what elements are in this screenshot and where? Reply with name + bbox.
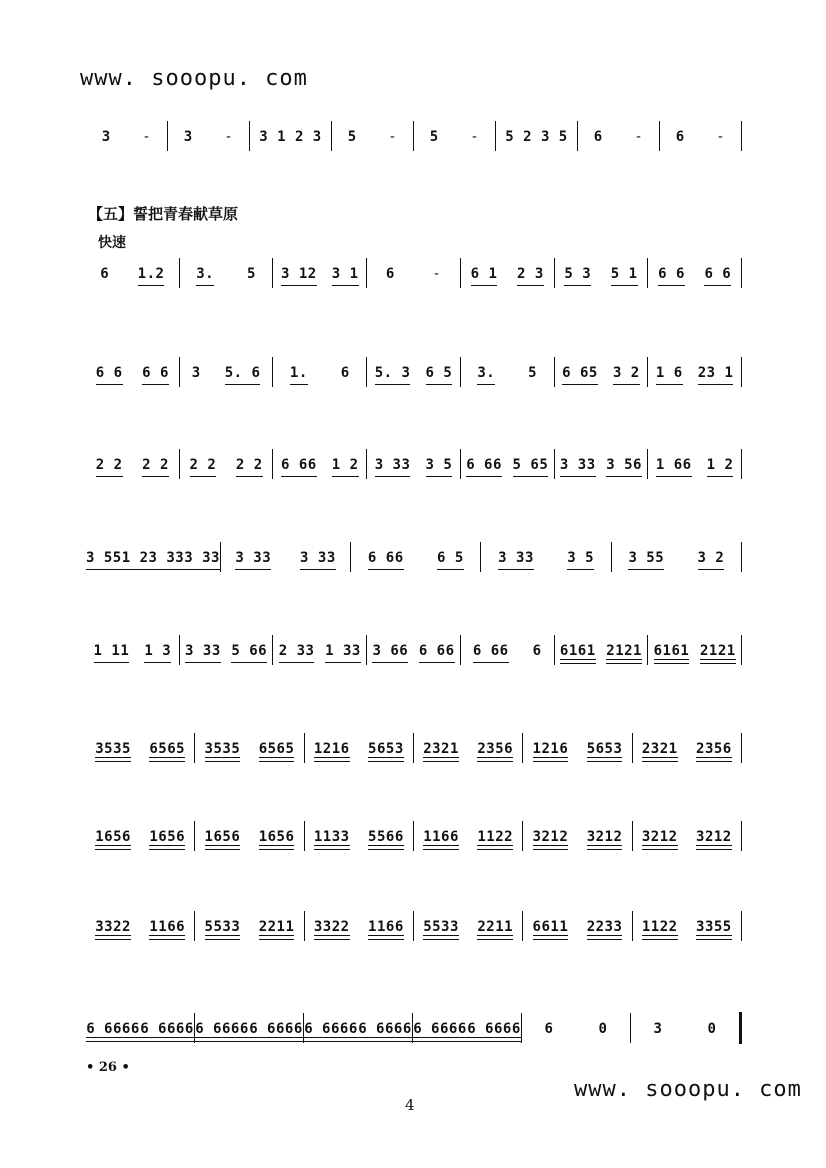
- note-group: 6 6666: [467, 1013, 521, 1043]
- note-group: 6 6666: [195, 1013, 249, 1043]
- score-row: [86, 537, 742, 577]
- measure: [86, 630, 179, 670]
- note-group: -: [142, 129, 152, 145]
- page-marker: • 26 •: [86, 1060, 130, 1075]
- measure: [481, 537, 610, 577]
- measure: [414, 728, 522, 768]
- final-barline: [739, 1012, 742, 1044]
- measure: [86, 728, 194, 768]
- note-group: 6 5: [426, 357, 453, 387]
- note-group: 3322: [314, 911, 350, 941]
- measure: [633, 906, 741, 946]
- note-group: 3535: [205, 733, 241, 763]
- note-group: 3: [191, 365, 201, 381]
- measure: [648, 253, 741, 293]
- note-group: 3 33: [498, 542, 534, 572]
- measure: [414, 816, 522, 856]
- note-group: 6 66: [473, 635, 509, 665]
- note-group: 5653: [587, 733, 623, 763]
- section-title: 【五】誓把青春献草原: [88, 205, 239, 223]
- note-group: 2 2: [236, 449, 263, 479]
- note-group: 3 2: [698, 542, 725, 572]
- note-group: 5533: [423, 911, 459, 941]
- measure: [555, 444, 648, 484]
- score-row: [86, 116, 742, 156]
- measure: [413, 1008, 521, 1048]
- measure: [414, 906, 522, 946]
- note-group: -: [634, 129, 644, 145]
- score-row: [86, 906, 742, 946]
- note-group: 3.: [196, 258, 214, 288]
- watermark-bottom: www. sooopu. com: [574, 1077, 802, 1102]
- note-group: 6: [675, 129, 685, 145]
- measure: [496, 116, 577, 156]
- measure: [304, 1008, 412, 1048]
- measure: [332, 116, 413, 156]
- note-group: 5. 3: [375, 357, 411, 387]
- note-group: 3355: [696, 911, 732, 941]
- measure: [578, 116, 659, 156]
- note-group: 1166: [368, 911, 404, 941]
- measure: [633, 816, 741, 856]
- measure: [86, 253, 179, 293]
- score-row: [86, 352, 742, 392]
- note-group: 3 33: [235, 542, 271, 572]
- measure: [660, 116, 741, 156]
- note-group: 1122: [477, 821, 513, 851]
- barline: [741, 542, 742, 572]
- measure: [221, 537, 350, 577]
- note-group: 6 6666: [413, 1013, 467, 1043]
- watermark-top: www. sooopu. com: [80, 66, 308, 91]
- note-group: 3 33: [560, 449, 596, 479]
- note-group: 3 55: [628, 542, 664, 572]
- note-group: 1 3: [144, 635, 171, 665]
- measure: [86, 537, 220, 577]
- measure: [612, 537, 741, 577]
- measure: [461, 352, 554, 392]
- barline: [741, 821, 742, 851]
- tempo-marking: 快速: [98, 235, 126, 251]
- measure: [168, 116, 249, 156]
- note-group: 3212: [533, 821, 569, 851]
- note-group: 5566: [368, 821, 404, 851]
- note-group: 3 33: [375, 449, 411, 479]
- note-group: 2 2: [190, 449, 217, 479]
- note-group: 5 1: [611, 258, 638, 288]
- measure: [367, 352, 460, 392]
- note-group: 6: [340, 365, 350, 381]
- note-group: 3212: [696, 821, 732, 851]
- measure: [86, 352, 179, 392]
- note-group: 3 5: [426, 449, 453, 479]
- measure: [86, 906, 194, 946]
- note-group: 6 6666: [249, 1013, 303, 1043]
- note-group: 3212: [642, 821, 678, 851]
- note-group: -: [432, 266, 442, 282]
- note-group: 3 33: [185, 635, 221, 665]
- note-group: 3 56: [606, 449, 642, 479]
- note-group: 1122: [642, 911, 678, 941]
- note-group: 1656: [205, 821, 241, 851]
- note-group: 3322: [95, 911, 131, 941]
- note-group: 1656: [259, 821, 295, 851]
- note-group: 23 1: [698, 357, 734, 387]
- measure: [461, 253, 554, 293]
- note-group: 3 1 2 3: [259, 129, 322, 145]
- note-group: 2356: [696, 733, 732, 763]
- note-group: 3 33: [149, 542, 185, 572]
- measure: [86, 444, 179, 484]
- note-group: 2356: [477, 733, 513, 763]
- note-group: 3 55: [86, 542, 122, 572]
- note-group: 5 3: [564, 258, 591, 288]
- note-group: 3.: [477, 357, 495, 387]
- note-group: 6 66: [466, 449, 502, 479]
- measure: [195, 728, 303, 768]
- measure: [367, 444, 460, 484]
- note-group: 2321: [642, 733, 678, 763]
- measure: [461, 444, 554, 484]
- measure: [195, 816, 303, 856]
- page-number: 4: [405, 1096, 415, 1114]
- measure: [648, 444, 741, 484]
- note-group: 6 65: [562, 357, 598, 387]
- note-group: 2 3: [517, 258, 544, 288]
- measure: [351, 537, 480, 577]
- measure: [648, 352, 741, 392]
- note-group: 1166: [423, 821, 459, 851]
- note-group: 3212: [587, 821, 623, 851]
- note-group: 3 33: [184, 542, 220, 572]
- measure: [414, 116, 495, 156]
- note-group: 3: [653, 1021, 663, 1037]
- score-row: [86, 253, 742, 293]
- note-group: 1 2: [122, 542, 149, 572]
- note-group: 5: [528, 365, 538, 381]
- note-group: 1656: [149, 821, 185, 851]
- note-group: 6: [593, 129, 603, 145]
- note-group: 2121: [606, 635, 642, 665]
- score-row: [86, 816, 742, 856]
- note-group: 5 65: [513, 449, 549, 479]
- note-group: 1.2: [138, 258, 165, 288]
- note-group: 0: [598, 1021, 608, 1037]
- note-group: 3 66: [372, 635, 408, 665]
- measure: [367, 253, 460, 293]
- note-group: 5: [429, 129, 439, 145]
- measure: [180, 630, 273, 670]
- measure: [180, 253, 273, 293]
- note-group: 1.: [290, 357, 308, 387]
- measure: [273, 253, 366, 293]
- note-group: 6: [100, 266, 110, 282]
- note-group: 5 66: [231, 635, 267, 665]
- measure: [367, 630, 460, 670]
- note-group: 6 6: [142, 357, 169, 387]
- note-group: 0: [707, 1021, 717, 1037]
- note-group: 6: [532, 643, 542, 659]
- measure: [305, 906, 413, 946]
- note-group: 1 11: [94, 635, 130, 665]
- measure: [648, 630, 741, 670]
- note-group: 6 6666: [140, 1013, 194, 1043]
- note-group: 5 2 3 5: [505, 129, 568, 145]
- note-group: 1656: [95, 821, 131, 851]
- note-group: 2 2: [96, 449, 123, 479]
- note-group: 6161: [560, 635, 596, 665]
- measure: [273, 444, 366, 484]
- note-group: 6565: [149, 733, 185, 763]
- note-group: -: [470, 129, 480, 145]
- note-group: 5: [247, 266, 256, 282]
- barline: [741, 258, 742, 288]
- note-group: -: [388, 129, 398, 145]
- note-group: 1 66: [656, 449, 692, 479]
- note-group: 2 33: [279, 635, 315, 665]
- note-group: 6 66: [281, 449, 317, 479]
- measure: [631, 1008, 739, 1048]
- note-group: 3 2: [613, 357, 640, 387]
- measure: [195, 1008, 303, 1048]
- measure: [86, 816, 194, 856]
- measure: [461, 630, 554, 670]
- barline: [741, 733, 742, 763]
- note-group: 2 2: [142, 449, 169, 479]
- note-group: 6611: [533, 911, 569, 941]
- note-group: 3 1: [332, 258, 359, 288]
- barline: [741, 449, 742, 479]
- note-group: 2121: [700, 635, 736, 665]
- note-group: 5653: [368, 733, 404, 763]
- measure: [273, 352, 366, 392]
- measure: [523, 906, 631, 946]
- note-group: 6 6666: [304, 1013, 358, 1043]
- measure: [86, 116, 167, 156]
- note-group: 6 66: [419, 635, 455, 665]
- note-group: 1 33: [325, 635, 361, 665]
- barline: [741, 357, 742, 387]
- measure: [180, 444, 273, 484]
- measure: [555, 253, 648, 293]
- note-group: 6161: [654, 635, 690, 665]
- note-group: 1 6: [656, 357, 683, 387]
- note-group: 6 5: [437, 542, 464, 572]
- note-group: 6 6: [658, 258, 685, 288]
- measure: [523, 816, 631, 856]
- note-group: 1 2: [707, 449, 734, 479]
- note-group: 5533: [205, 911, 241, 941]
- note-group: 5. 6: [225, 357, 261, 387]
- measure: [195, 906, 303, 946]
- measure: [180, 352, 273, 392]
- note-group: 6 6: [96, 357, 123, 387]
- barline: [741, 635, 742, 665]
- note-group: 6: [544, 1021, 554, 1037]
- note-group: 3535: [95, 733, 131, 763]
- note-group: 6: [385, 266, 395, 282]
- note-group: 6565: [259, 733, 295, 763]
- note-group: 5: [347, 129, 357, 145]
- note-group: 6 6666: [86, 1013, 140, 1043]
- note-group: 3: [101, 129, 111, 145]
- note-group: 2211: [259, 911, 295, 941]
- note-group: 6 6666: [358, 1013, 412, 1043]
- measure: [273, 630, 366, 670]
- measure: [250, 116, 331, 156]
- note-group: 6 66: [368, 542, 404, 572]
- measure: [305, 816, 413, 856]
- barline: [741, 121, 742, 151]
- note-group: 3 12: [281, 258, 317, 288]
- measure: [555, 630, 648, 670]
- score-row: [86, 1008, 742, 1048]
- score-row: [86, 444, 742, 484]
- note-group: 3: [183, 129, 193, 145]
- note-group: 3 33: [300, 542, 336, 572]
- score-row: [86, 728, 742, 768]
- note-group: -: [716, 129, 726, 145]
- measure: [305, 728, 413, 768]
- note-group: 3 5: [567, 542, 594, 572]
- note-group: 1216: [314, 733, 350, 763]
- note-group: 1166: [149, 911, 185, 941]
- measure: [523, 728, 631, 768]
- measure: [555, 352, 648, 392]
- measure: [633, 728, 741, 768]
- note-group: 6 1: [471, 258, 498, 288]
- score-row: [86, 630, 742, 670]
- measure: [86, 1008, 194, 1048]
- note-group: 2233: [587, 911, 623, 941]
- note-group: 2211: [477, 911, 513, 941]
- note-group: -: [224, 129, 234, 145]
- note-group: 6 6: [704, 258, 731, 288]
- note-group: 1 2: [332, 449, 359, 479]
- measure: [522, 1008, 630, 1048]
- note-group: 1133: [314, 821, 350, 851]
- barline: [741, 911, 742, 941]
- note-group: 2321: [423, 733, 459, 763]
- note-group: 1216: [533, 733, 569, 763]
